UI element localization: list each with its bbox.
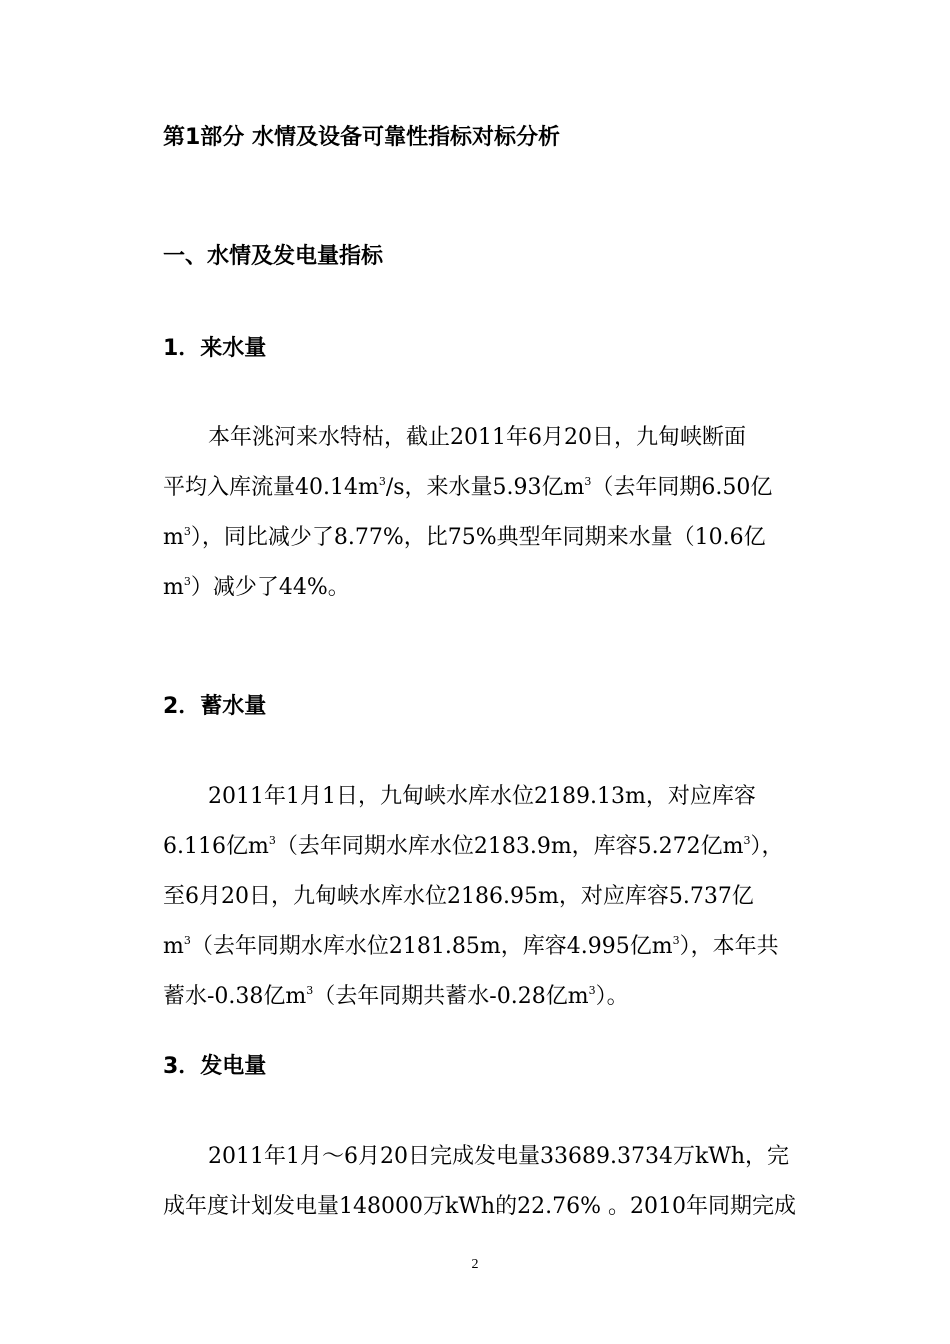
- paragraph-line: $m^3$）减少了44%。: [163, 575, 350, 600]
- paragraph-line: 2011年1月1日，九甸峡水库水位2189.13m，对应库容: [208, 784, 756, 809]
- paragraph-line: 蓄水-0.38亿$m^3$（去年同期共蓄水-0.28亿$m^3$）。: [163, 984, 629, 1009]
- paragraph-line: 2011年1月～6月20日完成发电量33689.3734万kWh，完: [208, 1144, 790, 1169]
- page-number: 2: [471, 1257, 479, 1272]
- item-heading-storage: 2．蓄水量: [163, 694, 267, 719]
- part-title: 第1部分 水情及设备可靠性指标对标分析: [163, 125, 560, 150]
- paragraph-line: 6.116亿$m^3$（去年同期水库水位2183.9m，库容5.272亿$m^3$），: [163, 834, 784, 859]
- paragraph-line: 成年度计划发电量148000万kWh的22.76% 。2010年同期完成: [163, 1194, 796, 1219]
- paragraph-line: 平均入库流量$40.14m^3/s$，来水量5.93亿$m^3$（去年同期6.50亿: [163, 475, 773, 500]
- section-heading: 一、水情及发电量指标: [163, 244, 384, 269]
- item-heading-inflow: 1．来水量: [163, 336, 267, 361]
- item-heading-generation: 3．发电量: [163, 1054, 267, 1079]
- paragraph-line: 本年洮河来水特枯，截止2011年6月20日，九甸峡断面: [208, 425, 746, 450]
- paragraph-line: 至6月20日，九甸峡水库水位2186.95m，对应库容5.737亿: [163, 884, 754, 909]
- paragraph-inflow: [163, 413, 827, 613]
- paragraph-line: $m^3$（去年同期水库水位2181.85m，库容4.995亿$m^3$），本年共: [163, 934, 779, 959]
- paragraph-storage: [163, 772, 827, 1022]
- paragraph-line: $m^3$），同比减少了8.77%，比75%典型年同期来水量（10.6亿: [163, 525, 766, 550]
- paragraph-generation: [163, 1132, 827, 1232]
